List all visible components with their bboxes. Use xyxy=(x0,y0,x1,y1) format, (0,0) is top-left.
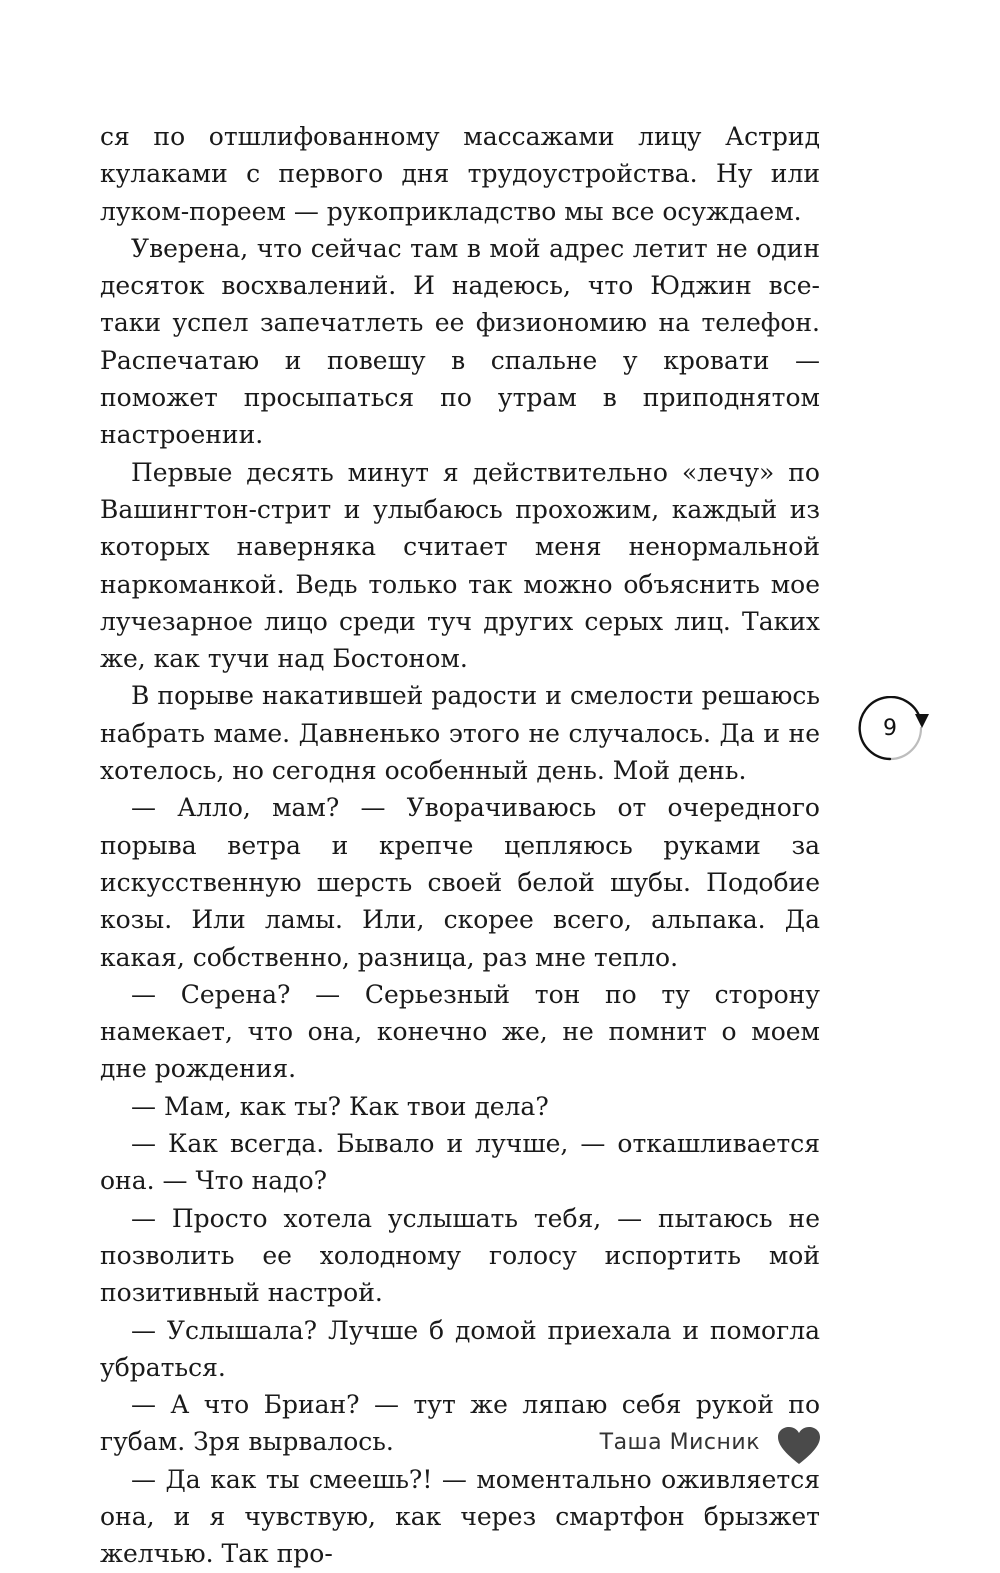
footer-author: Таша Мисник xyxy=(599,1430,760,1455)
page-number-marker xyxy=(858,696,936,766)
dialogue-paragraph: — Да как ты смеешь?! — моментально оживляется она, и я чувствую, как через смартфон брызжет желчью. Так про- xyxy=(100,1464,820,1569)
dialogue-paragraph: — Как всегда. Бывало и лучше, — откашливается она. — Что надо? xyxy=(100,1129,820,1196)
dialogue-paragraph: — Алло, мам? — Уворачиваюсь от очередного порыва ветра и крепче цепляюсь руками за искусственную шерсть своей белой шубы. Подобие козы. Или ламы. Или, скорее всего, альпака. Да какая, собственно, разница, раз мне тепло. xyxy=(100,793,820,972)
dialogue-paragraph: — А что Бриан? — тут же ляпаю себя рукой по губам. Зря вырвалось. xyxy=(100,1390,820,1457)
dialogue-paragraph: — Серена? — Серьезный тон по ту сторону намекает, что она, конечно же, не помнит о моем дне рождения. xyxy=(100,979,820,1084)
dialogue-paragraph: — Услышала? Лучше б домой приехала и помогла убраться. xyxy=(100,1315,820,1382)
body-text xyxy=(100,118,820,1573)
dialogue-paragraph: — Мам, как ты? Как твои дела? xyxy=(131,1091,549,1121)
page-number: 9 xyxy=(883,715,897,741)
paragraph: Уверена, что сейчас там в мой адрес летит не один десяток восхвалений. И надеюсь, что Юджин все-таки успел запечатлеть ее физиономию на телефон. Распечатаю и повешу в спальне у кровати — поможет просыпаться по утрам в приподнятом настроении. xyxy=(100,233,820,450)
paragraph: Первые десять минут я действительно «лечу» по Вашингтон-стрит и улыбаюсь прохожим, каждый из которых наверняка считает меня ненормальной наркоманкой. Ведь только так можно объяснить мое лучезарное лицо среди туч других серых лиц. Таких же, как тучи над Бостоном. xyxy=(100,457,820,674)
dialogue-paragraph: — Просто хотела услышать тебя, — пытаюсь не позволить ее холодному голосу испортить мой позитивный настрой. xyxy=(100,1203,820,1308)
heart-icon xyxy=(777,1426,821,1466)
paragraph: В порыве накатившей радости и смелости решаюсь набрать маме. Давненько этого не случалось. Да и не хотелось, но сегодня особенный день. Мой день. xyxy=(100,681,820,786)
paragraph: ся по отшлифованному массажами лицу Астрид кулаками с первого дня трудоустройства. Ну или луком-пореем — рукоприкладство мы все осуждаем. xyxy=(100,122,820,226)
